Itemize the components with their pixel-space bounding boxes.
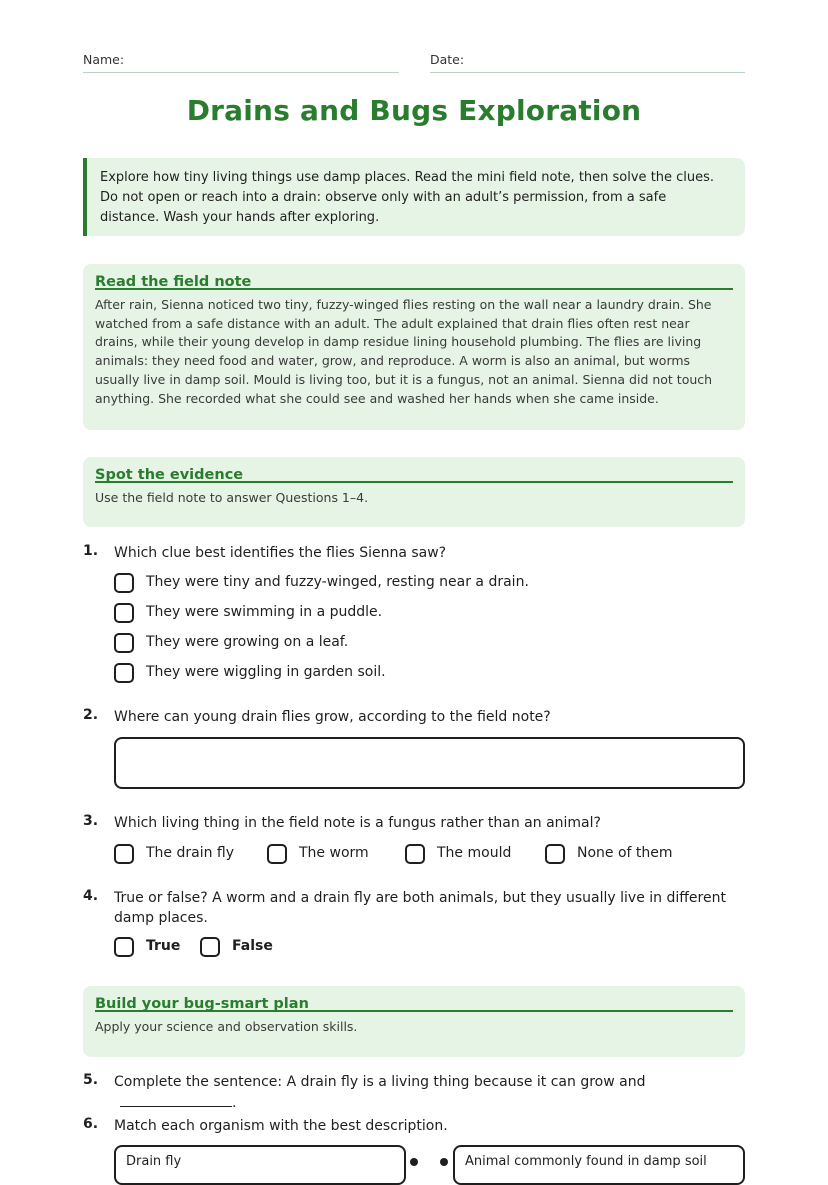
- question-number: 6.: [83, 1116, 99, 1132]
- name-date-row: [83, 52, 745, 74]
- field-note-title: Read the field note: [95, 264, 733, 290]
- question-number: 1.: [83, 543, 99, 559]
- checkbox[interactable]: [114, 633, 134, 653]
- question-number: 5.: [83, 1072, 99, 1088]
- intro-callout: Explore how tiny living things use damp places. Read the mini field note, then solve the clues. Do not open or reach into a drain: observe only with an adult’s permission, from a safe distance. Wash your hands after exploring.: [83, 158, 745, 236]
- question-text: Which clue best identifies the flies Sienna saw?: [114, 545, 447, 561]
- question-text: True or false? A worm and a drain fly are both animals, but they usually live in different damp places.: [114, 890, 726, 926]
- match-right-dot[interactable]: [440, 1158, 448, 1166]
- option-label: They were wiggling in garden soil.: [146, 664, 386, 680]
- option-label: False: [232, 938, 273, 954]
- match-right-item: [453, 1145, 745, 1185]
- question-number: 3.: [83, 813, 99, 829]
- sentence-end: .: [232, 1095, 237, 1111]
- option-label: True: [146, 938, 181, 954]
- plan-section: [83, 986, 745, 1057]
- name-label: Name:: [83, 52, 125, 67]
- checkbox[interactable]: [545, 844, 565, 864]
- field-note-section: [83, 264, 745, 430]
- checkbox[interactable]: [200, 937, 220, 957]
- checkbox[interactable]: [114, 663, 134, 683]
- option-label: The drain fly: [146, 845, 235, 861]
- question-text: Where can young drain flies grow, according to the field note?: [114, 709, 551, 725]
- evidence-section: [83, 457, 745, 527]
- plan-title: Build your bug-smart plan: [95, 986, 733, 1012]
- date-label: Date:: [430, 52, 465, 67]
- question-text-wrap: [114, 1072, 734, 1113]
- question-text: Complete the sentence: A drain fly is a living thing because it can grow and: [114, 1074, 646, 1090]
- match-left-label: Drain fly: [126, 1154, 182, 1169]
- checkbox[interactable]: [114, 573, 134, 593]
- match-right-label: Animal commonly found in damp soil: [465, 1154, 707, 1169]
- option-label: The mould: [437, 845, 512, 861]
- checkbox[interactable]: [114, 603, 134, 623]
- q2-answer-box[interactable]: [114, 737, 745, 789]
- question-number: 4.: [83, 888, 99, 904]
- plan-subtitle: Apply your science and observation skills.: [95, 1019, 358, 1034]
- date-field[interactable]: [430, 52, 745, 73]
- field-note-body: After rain, Sienna noticed two tiny, fuzzy-winged flies resting on the wall near a laundry drain. She watched from a safe distance with an adult. The adult explained that drain flies often rest near drains, while their young develop in damp residue lining household plumbing. The flies are living animals: they need food and water, grow, and reproduce. A worm is also an animal, but worms usually live in damp soil. Mould is living too, but it is a fungus, not an animal. Sienna did not touch anything. She recorded what she could see and washed her hands when she came inside.: [95, 297, 713, 406]
- checkbox[interactable]: [114, 844, 134, 864]
- question-number: 2.: [83, 707, 99, 723]
- option-label: None of them: [577, 845, 673, 861]
- match-left-dot[interactable]: [410, 1158, 418, 1166]
- page-title: Drains and Bugs Exploration: [186, 94, 642, 127]
- question-text: Which living thing in the field note is a fungus rather than an animal?: [114, 815, 601, 831]
- question-text: Match each organism with the best description.: [114, 1118, 448, 1134]
- name-field[interactable]: [83, 52, 399, 73]
- checkbox[interactable]: [114, 937, 134, 957]
- match-left-item: [114, 1145, 406, 1185]
- option-label: They were growing on a leaf.: [146, 634, 349, 650]
- option-label: They were tiny and fuzzy-winged, resting near a drain.: [146, 574, 529, 590]
- evidence-title: Spot the evidence: [95, 457, 733, 483]
- fill-in-blank[interactable]: [120, 1092, 232, 1107]
- option-label: The worm: [299, 845, 369, 861]
- checkbox[interactable]: [267, 844, 287, 864]
- checkbox[interactable]: [405, 844, 425, 864]
- option-label: They were swimming in a puddle.: [146, 604, 383, 620]
- evidence-subtitle: Use the field note to answer Questions 1–4.: [95, 490, 369, 505]
